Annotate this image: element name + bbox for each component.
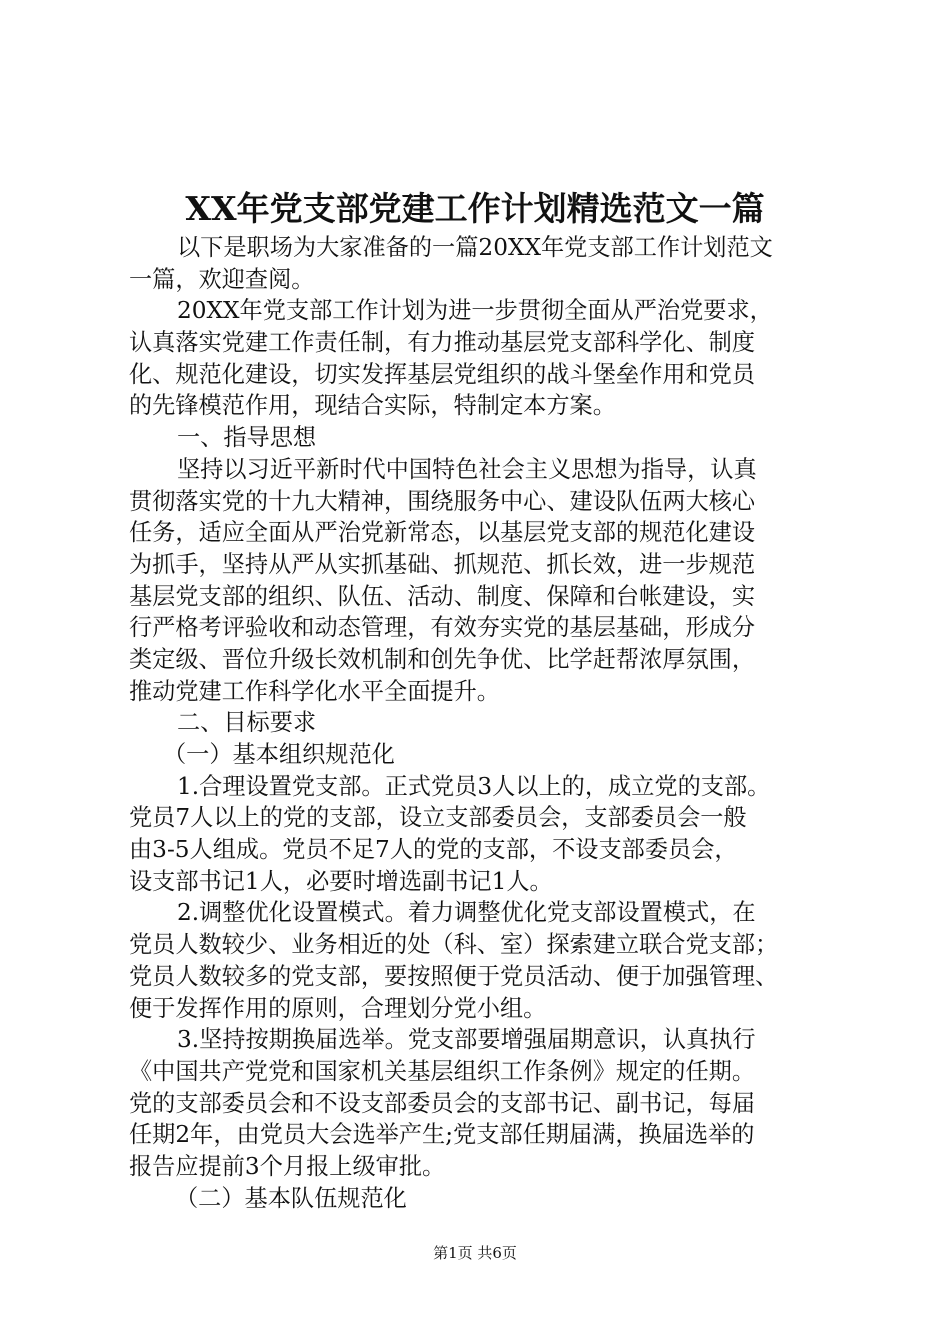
section-heading: 一、指导思想 [177,424,317,452]
paragraph-line: 推动党建工作科学化水平全面提升。 [129,677,500,705]
paragraph-line: 任期2年，由党员大会选举产生;党支部任期届满，换届选举的 [129,1121,755,1149]
subsection-heading: （二）基本队伍规范化 [175,1184,407,1212]
paragraph-line: 党的支部委员会和不设支部委员会的支部书记、副书记，每届 [129,1089,756,1117]
paragraph-line: 《中国共产党党和国家机关基层组织工作条例》规定的任期。 [129,1057,756,1085]
paragraph-line: 坚持以习近平新时代中国特色社会主义思想为指导，认真 [177,455,757,483]
page-footer: 第1页 共6页 [433,1244,517,1262]
paragraph-line: 设支部书记1人，必要时增选副书记1人。 [129,867,553,895]
paragraph-line: 的先锋模范作用，现结合实际，特制定本方案。 [129,392,616,420]
paragraph-line: 一篇，欢迎查阅。 [129,265,315,293]
paragraph-line: 1.合理设置党支部。正式党员3人以上的，成立党的支部。 [177,772,771,800]
paragraph-line: 以下是职场为大家准备的一篇20XX年党支部工作计划范文 [177,234,773,261]
paragraph-line: 认真落实党建工作责任制，有力推动基层党支部科学化、制度 [129,329,756,357]
paragraph-line: 为抓手，坚持从严从实抓基础、抓规范、抓长效，进一步规范 [129,550,756,578]
document-title: XX年党支部党建工作计划精选范文一篇 [185,189,765,228]
paragraph-line: 党员人数较多的党支部，要按照便于党员活动、便于加强管理、 [129,962,779,990]
paragraph-line: 由3-5人组成。党员不足7人的党的支部，不设支部委员会， [129,836,738,864]
subsection-heading: （一）基本组织规范化 [163,741,395,768]
section-heading: 二、目标要求 [177,709,317,737]
paragraph-line: 贯彻落实党的十九大精神，围绕服务中心、建设队伍两大核心 [129,487,756,515]
paragraph-line: 报告应提前3个月报上级审批。 [129,1152,446,1180]
paragraph-line: 20XX年党支部工作计划为进一步贯彻全面从严治党要求， [177,297,773,325]
paragraph-line: 党员人数较少、业务相近的处（科、室）探索建立联合党支部； [129,931,779,959]
paragraph-line: 类定级、晋位升级长效机制和创先争优、比学赶帮浓厚氛围， [129,645,756,673]
paragraph-line: 化、规范化建设，切实发挥基层党组织的战斗堡垒作用和党员 [129,360,756,388]
paragraph-line: 基层党支部的组织、队伍、活动、制度、保障和台帐建设，实 [129,582,756,610]
paragraph-line: 行严格考评验收和动态管理，有效夯实党的基层基础，形成分 [129,614,756,642]
paragraph-line: 便于发挥作用的原则，合理划分党小组。 [129,994,547,1022]
paragraph-line: 3.坚持按期换届选举。党支部要增强届期意识，认真执行 [177,1026,756,1054]
paragraph-line: 2.调整优化设置模式。着力调整优化党支部设置模式，在 [177,899,756,927]
paragraph-line: 任务，适应全面从严治党新常态，以基层党支部的规范化建设 [129,519,756,547]
paragraph-line: 党员7人以上的党的支部，设立支部委员会，支部委员会一般 [129,804,747,832]
document-body [129,232,835,1214]
